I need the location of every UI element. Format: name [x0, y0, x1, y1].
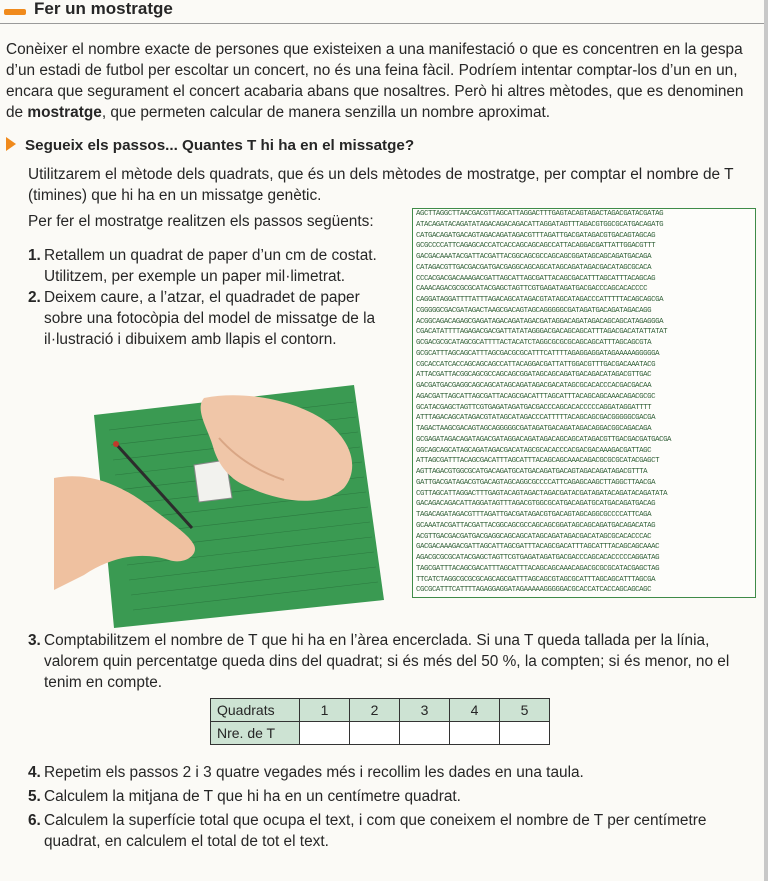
dna-sequence-line: CGACATATTTTAGAGACGACGATTATATAGGGACGACAGCAGCATTTAGACGACATATTATAT: [416, 328, 668, 337]
table-cell[interactable]: [400, 722, 450, 745]
dna-sequence-line: ACGTTGACGACGATGACGAGGCAGCAGCATAGCAGATAGACGACATAGCGCACACCCAC: [416, 532, 652, 541]
dna-sequence-line: ATTTAGACAGCATAGACGTATAGCATAGACCCATTTTTACAGCAGCGACGGGGGCGACGA: [416, 414, 656, 423]
data-table: [210, 698, 550, 745]
step-number: 1.: [28, 247, 41, 264]
dna-sequence-line: AGCTTAGGCTTAACGACGTTAGCATTAGGACTTTGAGTACAGTAGACTAGACGATACGATAG: [416, 210, 664, 218]
table-cell[interactable]: [450, 722, 500, 745]
step-number: 2.: [28, 289, 41, 306]
illustration-photo: [54, 360, 389, 630]
column-header: 5: [500, 699, 550, 722]
dna-sequence-line: CATGACAGATGACAGTAGACAGATAGACGTTTAGATTGACGATAGACGTGACAGTAGCAG: [416, 231, 656, 240]
section-arrow-icon: [6, 137, 16, 151]
dna-sequence-line: CAAACAGACGCGCGCATACGAGCTAGTTCGTGAGATAGATGACGACCCAGCACACCCC: [416, 285, 648, 294]
header-divider: [0, 23, 768, 24]
row-header-nre-t: Nre. de T: [211, 722, 300, 745]
step-number: 6.: [28, 812, 41, 829]
dna-sequence-line: GGCAGCAGCATAGCAGATAGACGACATAGCGCACACCCACGACGACAAAGACGATTAGC: [416, 446, 652, 455]
dna-sequence-line: AGACGCGCGCATACGAGCTAGTTCGTGAGATAGATGACGACCCAGCACACCCCCAGGATAG: [416, 554, 660, 562]
page-title: Fer un mostratge: [34, 0, 173, 18]
dna-sequence-line: TTCATCTAGGCGCGCGCAGCAGCGATTTAGCAGCGTAGCGCATTTAGCAGCATTTAGCGA: [416, 575, 656, 584]
step-number: 3.: [28, 632, 41, 649]
dna-sequence-line: TAGCGATTTACAGCGACATTTAGCATTTACAGCAGCAAACAGACGCGCGCATACGAGCTAG: [416, 564, 660, 573]
step-item-5: [28, 786, 760, 807]
row-header-quadrats: Quadrats: [211, 699, 300, 722]
section-subtext: Utilitzarem el mètode dels quadrats, que és un dels mètodes de mostratge, per comptar el nombre de T (timines) que hi ha en un missatge genètic.: [28, 166, 734, 204]
steps-lead: Per fer el mostratge realitzen els passos següents:: [28, 213, 374, 230]
step-text: Repetim els passos 2 i 3 quatre vegades més i recollim les dades en una taula.: [44, 764, 584, 781]
dna-sequence-line: GCGCATTTAGCAGCATTTAGCGACGCGCATTTCATTTTAGAGGAGGATAGAAAAAGGGGGA: [416, 349, 660, 358]
step-item-1: [28, 245, 388, 287]
dna-sequence-line: CAGGATAGGATTTTATTTAGACAGCATAGACGTATAGCATAGACCCATTTTTACAGCAGCGA: [416, 296, 664, 304]
dna-sequence-line: GCGCCCCATTCAGAGCACCATCACCAGCAGCAGCCATTACAGGACGATTATTGGACGTTT: [416, 242, 656, 251]
step-item-6: [28, 810, 760, 852]
table-row: [211, 722, 550, 745]
table-header-row: [211, 699, 550, 722]
table-cell[interactable]: [350, 722, 400, 745]
page-edge: [764, 0, 768, 881]
dna-sequence-line: CATAGACGTTGACGACGATGACGAGGCAGCAGCATAGCAGATAGACGACATAGCGCACA: [416, 263, 652, 272]
section-heading-text: Segueix els passos... Quantes T hi ha en el missatge?: [25, 137, 415, 154]
column-header: 3: [400, 699, 450, 722]
table-cell[interactable]: [300, 722, 350, 745]
table-cell[interactable]: [500, 722, 550, 745]
page-header: [0, 0, 768, 24]
step-text: Calculem la superfície total que ocupa el text, i com que coneixem el nombre de T per centímetre quadrat, en calculem el total de tot el text.: [44, 812, 707, 850]
dna-sequence-line: CCCACGACGACAAAGACGATTAGCATTAGCGATTACAGCGACATTTAGCATTTACAGCAG: [416, 274, 656, 283]
step-text: Comptabilitzem el nombre de T que hi ha en l’àrea encerclada. Si una T queda tallada per la línia, valorem quin percentatge queda dins del quadrat; si és més del 50 %, la compten; si és menor, no el tenim en compte.: [44, 632, 730, 691]
step-number: 4.: [28, 764, 41, 781]
dna-sequence-line: CGCGCATTTCATTTTAGAGGAGGATAGAAAAAGGGGGACGCACCATCACCAGCAGCAGC: [416, 586, 652, 595]
dna-sequence-line: CGCACCATCACCAGCAGCAGCCATTACAGGACGATTATTGGACGTTTGACGACAAATACG: [416, 360, 656, 369]
step-number: 5.: [28, 788, 41, 805]
dna-sequence-line: ATTACGATTACGGCAGCGCCAGCAGCGGATAGCAGCAGATGACAGACATAGACGTTGAC: [416, 371, 652, 380]
column-header: 4: [450, 699, 500, 722]
step-item-2: [28, 287, 388, 350]
dna-sequence-line: GACAGACAGACATTAGGATAGTTTAGACGTGGCGCATGACAGATGCATGACAGATGACAG: [416, 500, 656, 509]
dna-sequence-line: TAGACAGATAGACGTTTAGATTGACGATAGACGTGACAGTAGCAGGCGCCCCATTCAGA: [416, 511, 652, 519]
dna-sequence-line: AGACGATTAGCATTAGCGATTACAGCGACATTTAGCATTTACAGCAGCAAACAGACGCGC: [416, 392, 656, 401]
column-header: 1: [300, 699, 350, 722]
dna-sequence-line: GACGACAAATACGATTACGATTACGGCAGCGCCAGCAGCGGATAGCAGCAGATGACAGA: [416, 253, 652, 261]
dna-sequence-line: GCATACGAGCTAGTTCGTGAGATAGATGACGACCCAGCACACCCCCAGGATAGGATTTT: [416, 403, 652, 412]
intro-text-b: , que permeten calcular de manera senzilla un nombre aproximat.: [101, 104, 551, 121]
intro-text-a: Conèixer el nombre exacte de persones que existeixen a una manifestació o que es concentren en la gespa d’un estadi de futbol per escoltar un concert, no és una feina fàcil. Podríem intentar comptar-los d’un en un, encara que segurament el concert acabaria abans que nosaltres. Però hi altres mètodes, que es denominen de: [6, 41, 744, 121]
dna-sequence-line: ACGGCAGACAGAGCGAGATAGACAGATAGACGATAGGACAGATAGACAGCAGCATAGAGGGA: [416, 317, 664, 326]
step-item-3: [28, 630, 760, 693]
dna-sequence-line: GACGACAAAGACGATTAGCATTAGCGATTTACAGCGACATTTAGCATTTACAGCAGCAAAC: [416, 543, 660, 552]
dna-sequence-line: CGGGGGCGACGATAGACTAAGCGACAGTAGCAGGGGGCGATAGATGACAGATAGACAGG: [416, 306, 652, 315]
dna-sequence-line: GCAAATACGATTACGATTACGGCAGCGCCAGCAGCGGATAGCAGCAGATGACAGACATAG: [416, 521, 656, 530]
column-header: 2: [350, 699, 400, 722]
dna-sequence-line: ATTAGCGATTTACAGCGACATTTAGCATTTACAGCAGCAAACAGACGCGCGCATACGAGCT: [416, 457, 660, 466]
dna-sequence-line: GCGACGCGCATAGCGCATTTTACTACATCTAGGCGCGCGCAGCAGCATTTAGCAGCGTA: [416, 339, 652, 347]
section-heading: [6, 137, 414, 154]
header-bullet-icon: [4, 9, 26, 15]
dna-sequence-line: AGTTAGACGTGGCGCATGACAGATGCATGACAGATGACAGTAGACAGATAGACGTTTA: [416, 468, 648, 476]
dna-sequence-line: TAGACTAAGCGACAGTAGCAGGGGGCGATAGATGACAGATAGACAGGACGGCAGACAGA: [416, 425, 652, 433]
dna-sequence-line: ATACAGATACAGATATAGACAGACAGACATTAGGATAGTTTAGACGTGGCGCATGACAGATG: [416, 220, 664, 229]
dna-sequence-line: CGTTAGCATTAGGACTTTGAGTACAGTAGACTAGACGATACGATAGATACAGATACAGATATA: [416, 489, 668, 498]
step-item-4: [28, 762, 760, 783]
dna-sequence-line: GCGAGATAGACAGATAGACGATAGGACAGATAGACAGCAGCATAGACGTTGACGACGATGACGA: [416, 435, 672, 444]
dna-sequence-line: GATTGACGATAGACGTGACAGTAGCAGGCGCCCCATTCAGAGCAAGCTTAGGCTTAACGA: [416, 478, 656, 487]
step-text: Retallem un quadrat de paper d’un cm de costat. Utilitzem, per exemple un paper mil·limetrat.: [44, 247, 377, 285]
step-text: Deixem caure, a l’atzar, el quadradet de paper sobre una fotocòpia del model de missatge de la il·lustració i dibuixem amb llapis el contorn.: [44, 289, 376, 348]
dna-message-box: [412, 208, 756, 598]
intro-bold-term: mostratge: [27, 104, 102, 121]
dna-sequence-line: GACGATGACGAGGCAGCAGCATAGCAGATAGACGACATAGCGCACACCCACGACGACAA: [416, 382, 652, 390]
step-text: Calculem la mitjana de T que hi ha en un centímetre quadrat.: [44, 788, 461, 805]
intro-paragraph: [6, 39, 764, 123]
